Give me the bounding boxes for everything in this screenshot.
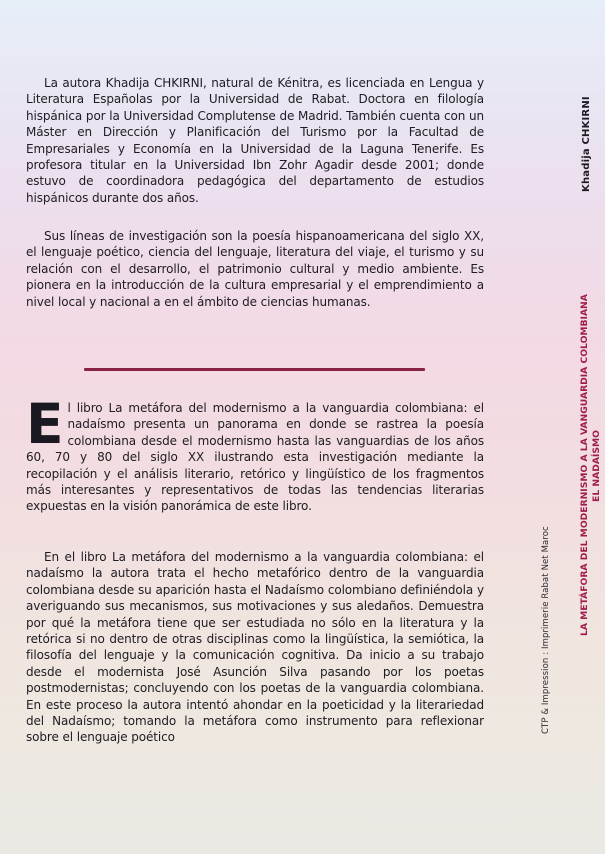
drop-cap: E: [26, 392, 64, 456]
description-text-1: l libro La metáfora del modernismo a la vanguardia colombiana: el nadaísmo presenta un panorama en donde se rastrea la poesía colombiana desde el modernismo hasta las vanguardias de los años 60, 70 y 80 del siglo XX ilustrando esta investigación mediante la recopilación y el análisis literario, retórico y lingüístico de los fragmentos más interesantes y representativos de todas las tendencias literarias expuestas en la visión panorámica de este libro.: [26, 401, 484, 514]
bio-text-2: Sus líneas de investigación son la poesía hispanoamericana del siglo XX, el lenguaje poético, ciencia del lenguaje, literatura del viaje, el turismo y su relación con el desarrollo, el patrimonio cultural y medio ambiente. Es pionera en la introducción de la cultura empresarial y el emprendimiento a nivel local y nacional a en el ámbito de ciencias humanas.: [26, 229, 484, 309]
spine-title-line-1: LA METÁFORA DEL MODERNISMO A LA VANGUARDIA COLOMBIANA: [579, 294, 590, 636]
author-bio-paragraph-2: [26, 228, 484, 310]
bio-text-1: La autora Khadija CHKIRNI, natural de Kénitra, es licenciada en Lengua y Literatura Españolas por la Universidad de Rabat. Doctora en filología hispánica por la Universidad Complutense de Madrid. También cuenta con un Máster en Dirección y Planificación del Turismo por la Facultad de Empresariales y Economía en la Universidad de la Laguna Tenerife. Es profesora titular en la Universidad Ibn Zohr Agadir desde 2001; donde estuvo de coordinadora pedagógica del departamento de estudios hispánicos durante dos años.: [26, 76, 484, 205]
author-bio-paragraph-1: [26, 75, 484, 206]
section-divider: [84, 368, 425, 371]
spine-author-name: Khadija CHKIRNI: [581, 96, 592, 192]
spine-book-title: [579, 296, 602, 636]
book-description-paragraph-1: [26, 392, 484, 515]
spine-title-line-2: EL NADAÍSMO: [590, 430, 602, 502]
book-description-paragraph-2: [26, 549, 484, 746]
description-text-2: En el libro La metáfora del modernismo a la vanguardia colombiana: el nadaísmo la autora trata el hecho metafórico dentro de la vanguardia colombiana desde su aparición hasta el Nadaísmo colombiano definiéndola y averiguando sus mecanismos, sus motivaciones y sus aledaños. Demuestra por qué la metáfora tiene que ser estudiada no sólo en la literatura y la retórica si no dentro de otras disciplinas como la lingüística, la semiótica, la filosofía del lenguaje y la comunicación cognitiva. Da inicio a su trabajo desde el modernista José Asunción Silva pasando por los poetas postmodernistas; concluyendo con los poetas de la vanguardia colombiana. En este proceso la autora intentó ahondar en la poeticidad y la literariedad del Nadaísmo; tomando la metáfora como instrumento para reflexionar sobre el lenguaje poético: [26, 550, 484, 745]
printer-credits: CTP & Impression : Imprimerie Rabat Net Maroc: [541, 526, 551, 734]
